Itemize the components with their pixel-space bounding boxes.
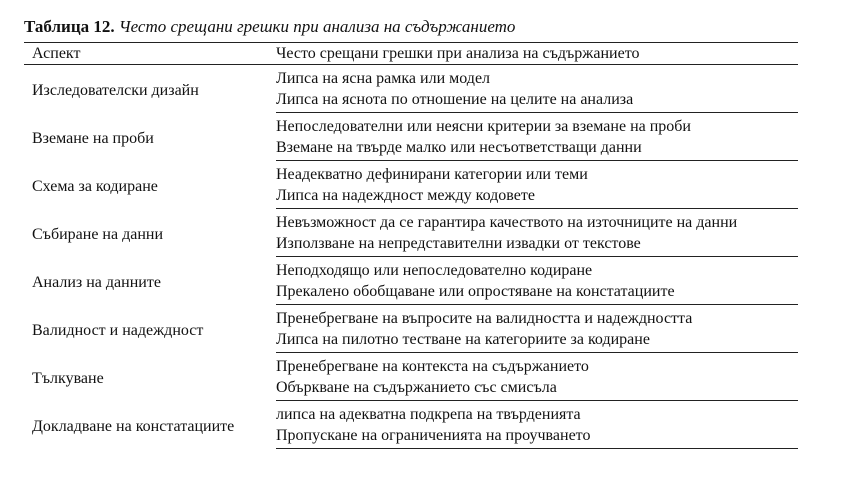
error-cell: Използване на непредставителни извадки от текстове <box>276 233 798 257</box>
error-cell: Пренебрегване на въпросите на валидността и надеждността <box>276 310 693 327</box>
error-cell: Липса на пилотно тестване на категориите за кодиране <box>276 329 798 353</box>
error-cell: Липса на яснота по отношение на целите на анализа <box>276 89 798 113</box>
table-row <box>24 113 798 138</box>
caption-label: Таблица 12. <box>24 17 115 36</box>
aspect-cell: Анализ на данните <box>32 273 161 291</box>
error-cell: Пренебрегване на контекста на съдържанието <box>276 358 589 375</box>
caption-title: Често срещани грешки при анализа на съдържанието <box>118 17 516 36</box>
aspect-cell: Валидност и надеждност <box>32 321 204 339</box>
error-cell: Прекалено обобщаване или опростяване на констатациите <box>276 281 798 305</box>
aspect-cell: Изследователски дизайн <box>32 81 199 99</box>
table-row <box>24 305 798 330</box>
error-cell: Вземане на твърде малко или несъответстващи данни <box>276 137 798 161</box>
table-row <box>24 209 798 234</box>
table-row <box>24 65 798 90</box>
table-caption <box>24 17 515 37</box>
error-cell: Непоследователни или неясни критерии за вземане на проби <box>276 118 691 135</box>
aspect-cell: Тълкуване <box>32 369 104 387</box>
error-cell: Липса на ясна рамка или модел <box>276 70 491 87</box>
table-row <box>24 401 798 426</box>
aspect-cell: Схема за кодиране <box>32 177 158 195</box>
table-header-row <box>24 43 798 65</box>
error-cell: Невъзможност да се гарантира качеството на източниците на данни <box>276 214 738 231</box>
table-row <box>24 161 798 186</box>
aspect-cell: Докладване на констатациите <box>32 417 235 435</box>
error-cell: липса на адекватна подкрепа на твърденията <box>276 406 581 423</box>
table-row <box>24 257 798 282</box>
table-body <box>24 65 798 449</box>
error-cell: Липса на надеждност между кодовете <box>276 185 798 209</box>
error-cell: Неадекватно дефинирани категории или теми <box>276 166 588 183</box>
table-row <box>24 353 798 378</box>
header-aspect: Аспект <box>24 43 276 65</box>
error-cell: Пропускане на ограниченията на проучването <box>276 425 798 449</box>
error-cell: Объркване на съдържанието със смисъла <box>276 377 798 401</box>
aspect-cell: Вземане на проби <box>32 129 154 147</box>
aspect-cell: Събиране на данни <box>32 225 164 243</box>
error-cell: Неподходящо или непоследователно кодиране <box>276 262 593 279</box>
content-analysis-errors-table <box>24 42 798 449</box>
header-errors: Често срещани грешки при анализа на съдържанието <box>276 43 798 65</box>
